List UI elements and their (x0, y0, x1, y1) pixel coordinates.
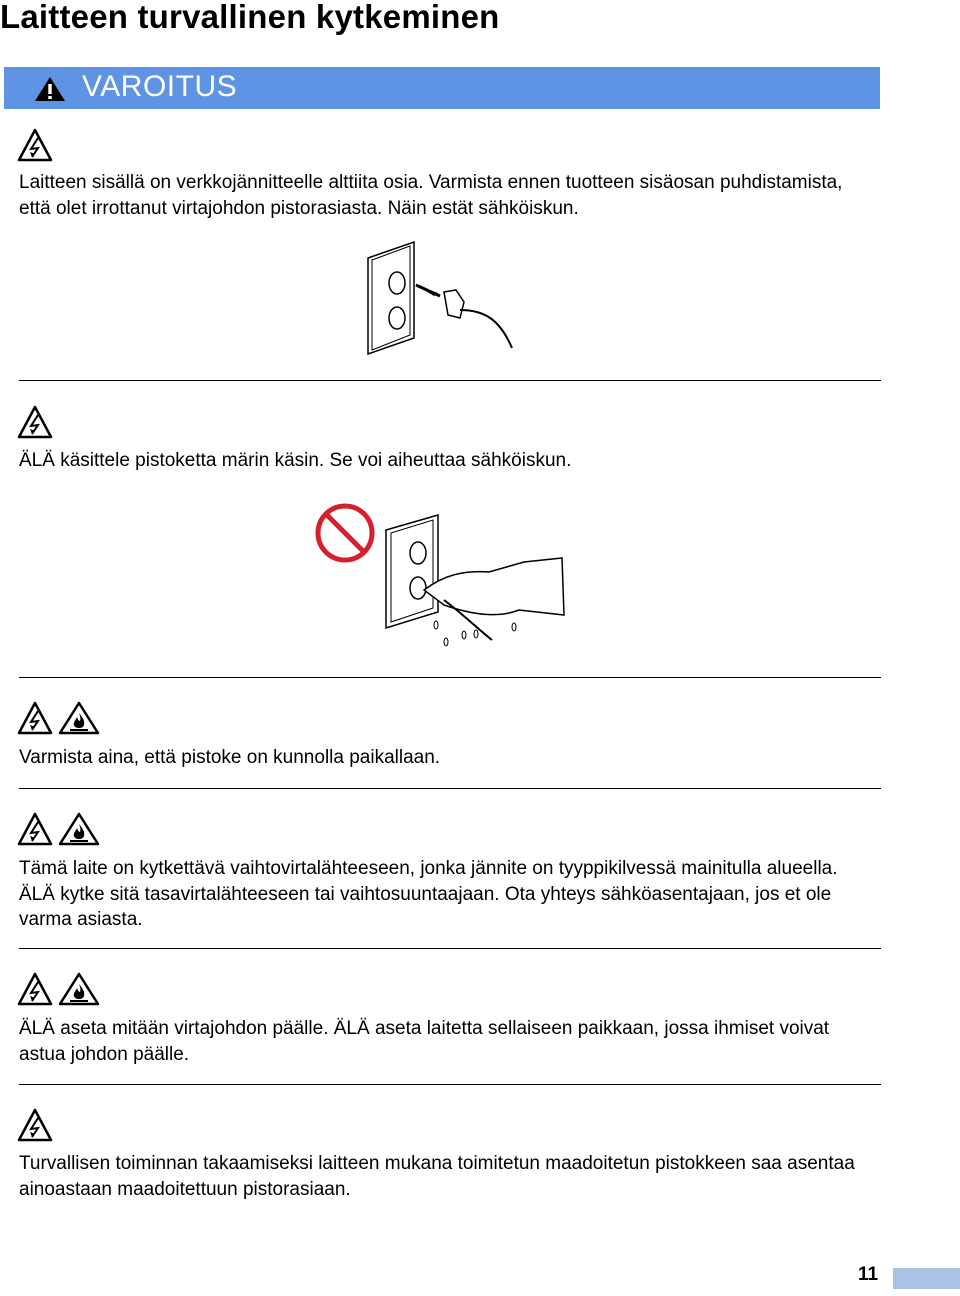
electrical-hazard-icon (17, 972, 53, 1006)
section-text-1: Laitteen sisällä on verkkojännitteelle alttiita osia. Varmista ennen tuotteen sisäosan puhdistamista, että olet irrottanut virtajohdon pistorasiasta. Näin estät sähköiskun. (19, 172, 843, 219)
fire-hazard-icon (58, 701, 100, 735)
section-text-5: ÄLÄ aseta mitään virtajohdon päälle. ÄLÄ aseta laitetta sellaiseen paikkaan, jossa ihmiset voivat astua johdon päälle. (19, 1018, 830, 1065)
electrical-hazard-icon (17, 701, 53, 735)
warning-banner-label: VAROITUS (82, 70, 238, 103)
fire-hazard-icon (58, 812, 100, 846)
unplug-illustration (360, 240, 520, 355)
electrical-hazard-icon (17, 405, 53, 439)
electrical-hazard-icon (17, 128, 53, 162)
warning-banner (4, 67, 880, 109)
section-divider (19, 677, 881, 678)
section-text-3: Varmista aina, että pistoke on kunnolla paikallaan. (19, 747, 441, 768)
wet-hands-illustration (314, 500, 574, 648)
section-text-4: Tämä laite on kytkettävä vaihtovirtalähteeseen, jonka jännite on tyyppikilvessä mainitulla alueella. ÄLÄ kytke sitä tasavirtalähteeseen tai vaihtosuuntaajaan. Ota yhteys sähköasentajaan, jos et ole varma asiasta. (19, 858, 838, 930)
electrical-hazard-icon (17, 812, 53, 846)
warning-triangle-icon (34, 76, 66, 102)
section-divider (19, 380, 881, 381)
fire-hazard-icon (58, 972, 100, 1006)
page-tab-marker (893, 1268, 960, 1289)
section-divider (19, 948, 881, 949)
section-text-2: ÄLÄ käsittele pistoketta märin käsin. Se voi aiheuttaa sähköiskun. (19, 450, 572, 471)
section-divider (19, 788, 881, 789)
electrical-hazard-icon (17, 1108, 53, 1142)
section-divider (19, 1084, 881, 1085)
section-text-6: Turvallisen toiminnan takaamiseksi laitteen mukana toimitetun maadoitetun pistokkeen saa asentaa ainoastaan maadoitettuun pistorasiaan. (19, 1153, 855, 1200)
page-title: Laitteen turvallinen kytkeminen (0, 0, 500, 35)
page-number: 11 (858, 1264, 879, 1285)
